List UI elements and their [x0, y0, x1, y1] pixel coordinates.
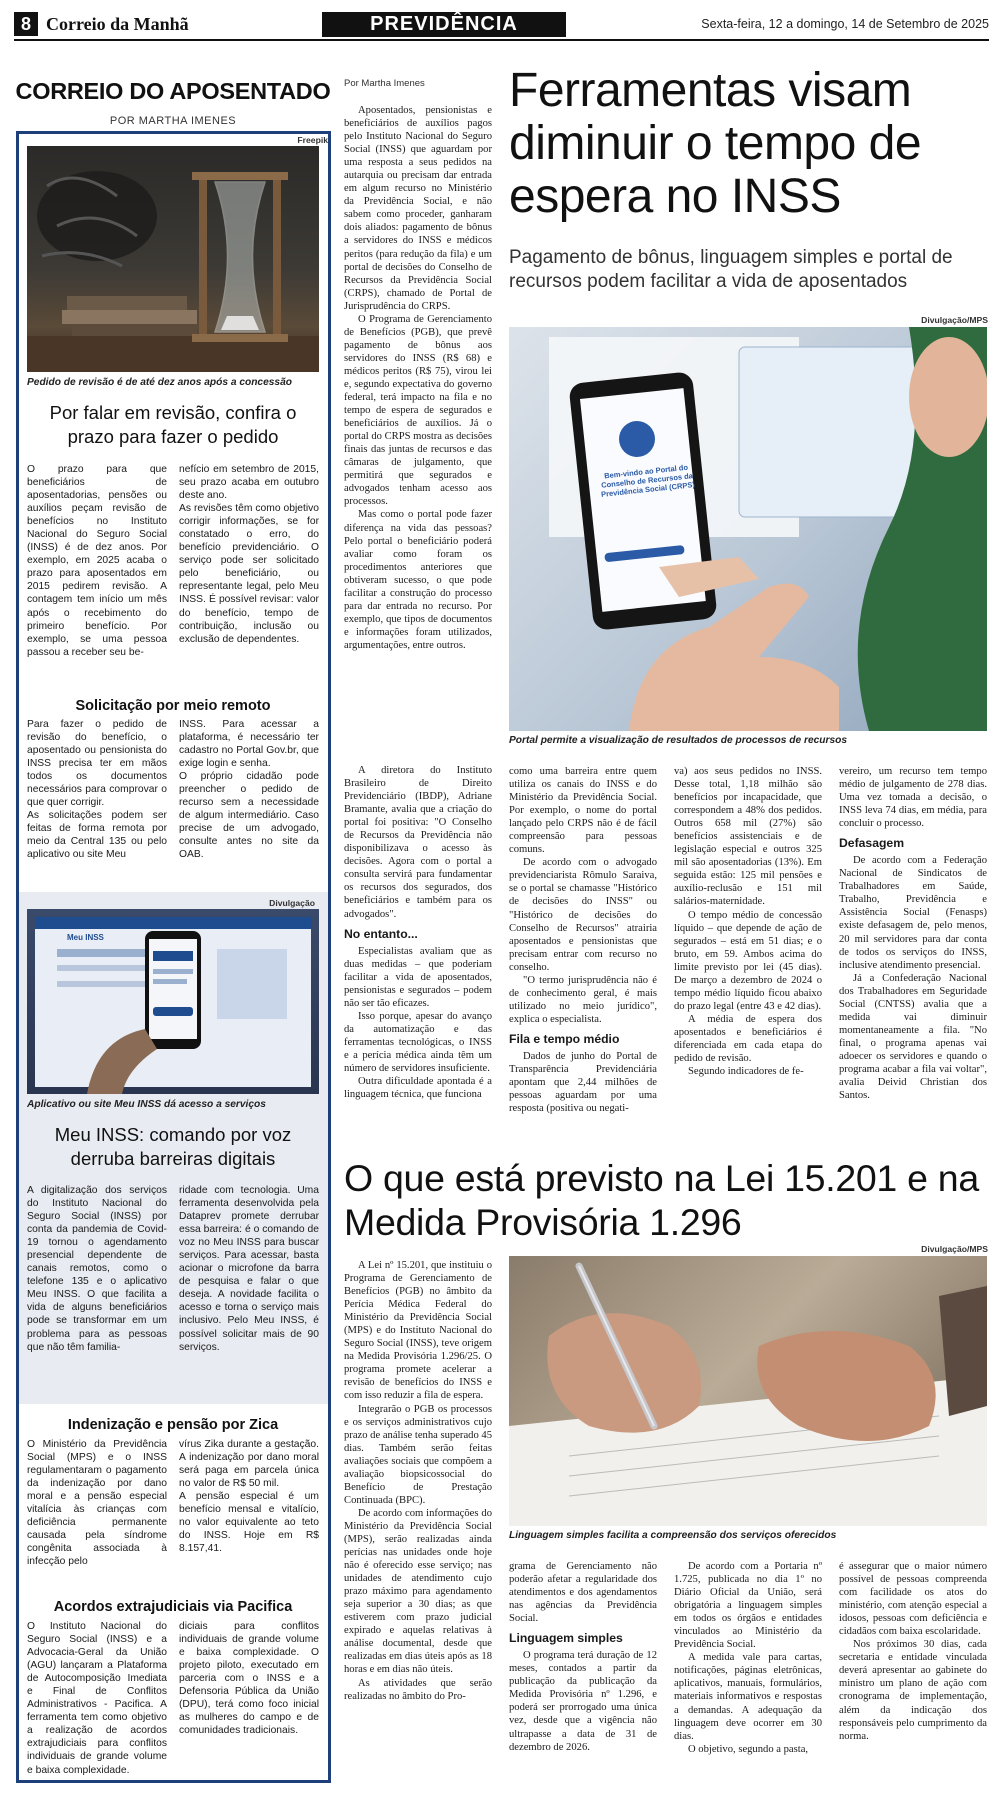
- second-headline: O que está previsto na Lei 15.201 e na Medida Provisória 1.296: [344, 1157, 979, 1243]
- main-photo-caption: Portal permite a visualização de resultados de processos de recursos: [509, 735, 848, 746]
- second-col3: De acordo com a Portaria nº 1.725, publicada no dia 1º no Diário Oficial da União, será obrigatória a linguagem simples em todos os órgãos e entidades vinculados ao Ministério da Previdência Social. A medida vale para cartas, notificações, páginas eletrônicas, aplicativos, manuais, formulários, materiais informativos e respostas a demandas. A adequação da linguagem deve ocorrer em 30 dias. O objetivo, segundo a pasta,: [674, 1561, 822, 1755]
- main-headline: Ferramentas visam diminuir o tempo de espera no INSS: [509, 64, 922, 223]
- meu-inss-photo: [27, 909, 319, 1094]
- main-col1-bottom: A diretora do Instituto Brasileiro de Direito Previdenciário (IBDP), Adriane Bramante, avalia que a criação do portal foi positiva: "O Conselho de Recursos da Previdência não disponibilizava o acesso às decisões. Agora com o portal a consulta servirá para fundamentar os recursos dos segurados, dos beneficiários e também para os advogados". No entanto... Especialistas avaliam que as duas medidas – que poderiam facilitar a vida de aposentados, pensionistas e segurados – podem não ser tão eficazes. Isso porque, apesar do avanço da automatização e das ferramentas tecnológicas, o INSS e a perícia médica ainda têm um número de servidores insuficiente. Outra dificuldade apontada é a linguagem técnica, que funciona: [344, 765, 492, 1101]
- second-col1: A Lei nº 15.201, que instituiu o Programa de Gerenciamento de Benefícios (PGB) no âmbito da Perícia Médica Federal do Ministério da Previdência Social (MPS) e do Instituto Nacional do Seguro Social (INSS), teve origem na Medida Provisória 1.296/25. O programa promete acelerar a revisão de benefícios do INSS e com isso reduzir a fila de espera. Integrarão o PGB os processos e os serviços administrativos cujo prazo de análise tenha superado 45 dias. Também serão feitas avaliações sociais que compõem a avaliação biopsicossocial do Benefício de Prestação Continuada (BPC). De acordo com informações do Ministério da Previdência Social (MPS), serão realizadas ainda perícias nas unidades onde hoje não é oferecido esse serviço; nas unidades de atendimento cujo prazo máximo para agendamento seja superior a 30 dias; as que estiverem com prazo judicial expirado e aquelas relativas à análise documental, desde que realizadas em dias úteis após as 18 horas e em dias não úteis. As atividades que serão realizadas no âmbito do Pro-: [344, 1260, 492, 1702]
- second-photo-credit: Divulgação/MPS: [921, 1244, 988, 1254]
- sidebar-photo1-credit: Freepik: [297, 135, 328, 145]
- header-rule: [14, 39, 989, 41]
- sidebar-story3-headline: Indenização e pensão por Zica: [67, 1417, 279, 1433]
- sidebar-sub1-col2: INSS. Para acessar a plataforma, é necessário ter cadastro no Portal Gov.br, que exige login e senha. O próprio cidadão pode preencher o pedido de recurso sem a necessidade de algum intermediário. Caso precise de um advogado, consulte antes no site da OAB.: [179, 719, 319, 861]
- sidebar-title: CORREIO DO APOSENTADO: [15, 78, 331, 104]
- main-photo-credit: Divulgação/MPS: [921, 315, 988, 325]
- second-sub-linguagem: Linguagem simples: [509, 1631, 623, 1646]
- main-sub-fila: Fila e tempo médio: [509, 1031, 620, 1046]
- sidebar-story2-headline: Meu INSS: comando por voz derruba barreiras digitais: [54, 1124, 292, 1169]
- main-sub-no-entanto: No entanto...: [344, 926, 418, 941]
- sidebar-photo1-caption: Pedido de revisão é de até dez anos após a concessão: [27, 377, 292, 388]
- main-col3: va) aos seus pedidos no INSS. Desse total, 1,18 milhão são benefícios por incapacidade, que correspondem a 48% dos pedidos. Outros 658 mil (27%) são benefícios assistenciais e de legislação especial e outros 325 mil são aposentadorias (13%). Em seguida estão: 125 mil pensões e auxílio-reclusão e 151 mil salários-maternidade. O tempo médio de concessão líquido – que depende de ação de segurados – está em 51 dias; e o bruto, em 59. Ambos acima do limite previsto por lei (45 dias). De março a dezembro de 2024 o tempo médio líquido ficou abaixo do prazo legal (entre 43 e 42 dias). A média de espera dos aposentados e beneficiários é diferenciada em cada etapa do pedido de revisão. Segundo indicadores de fe-: [674, 766, 822, 1078]
- main-subhead: Pagamento de bônus, linguagem simples e portal de recursos podem facilitar a vida de aposentados: [509, 247, 953, 292]
- sidebar-story2-col2: ridade com tecnologia. Uma ferramenta desenvolvida pela Dataprev promete derrubar essa barreira: é o comando de voz no Meu INSS para buscar serviços. Para acessar, basta acionar o microfone da barra de pesquisa e falar o que deseja. A novidade facilita o acesso e torna o serviço mais inclusivo. Pelo Meu INSS, é possível solicitar mais de 90 serviços.: [179, 1185, 319, 1353]
- sidebar-story4-col2: diciais para conflitos individuais de grande volume e baixa complexidade. O projeto piloto, executado em parceria com o INSS e a Defensoria Pública da União (DPU), terá como foco inicial as mulheres do campo e de comunidades tradicionais.: [179, 1621, 319, 1737]
- sidebar-story2-col1: A digitalização dos serviços do Instituto Nacional do Seguro Social (INSS) por conta da pandemia de Covid-19 tornou o agendamento presencial dependente de canais remotos, como o telefone 135 e o aplicativo Meu INSS. O que facilita a vida de alguns beneficiários pode se transformar em um problema para as pessoas que não têm familia-: [27, 1185, 167, 1353]
- sidebar-sub1: Solicitação por meio remoto: [75, 698, 271, 714]
- sidebar-sub1-col1: Para fazer o pedido de revisão do benefício, o aposentado ou pensionista do INSS precisa ter em mãos todos os documentos necessários para comprovar o que quer corrigir. As solicitações podem ser feitas de forma remota por meio da Central 135 ou pelo aplicativo ou site Meu: [27, 719, 167, 861]
- meu-inss-screen-title: Meu INSS: [67, 933, 104, 942]
- main-byline: Por Martha Imenes: [344, 78, 425, 89]
- main-col2: como uma barreira entre quem utiliza os canais do INSS e do Ministério da Previdência Social. Por exemplo, o nome do portal lançado pelo CRPS não é de fácil compreensão para pessoas comuns. De acordo com o advogado previdenciarista Rômulo Saraiva, se o portal se chamasse "Histórico de decisões do INSS" ou "Histórico de decisões do Conselho de Recursos" atrairia aposentados e pensionistas que precisam entrar com recurso no conselho. "O termo jurisprudência não é de conhecimento geral, é mais utilizado no meio jurídico", explica o especialista. Fila e tempo médio Dados de junho do Portal de Transparência Previdenciária apontam que 2,44 milhões de pessoas aguardam por uma resposta (positiva ou negati-: [509, 766, 657, 1115]
- sidebar-byline: POR MARTHA IMENES: [109, 115, 237, 127]
- sidebar-story4-col1: O Instituto Nacional do Seguro Social (INSS) e a Advocacia-Geral da União (AGU) lançaram a Plataforma de Autocomposição Imediata e Final de Conflitos Administrativos - Pacifica. A ferramenta tem como objetivo a realização de acordos extrajudiciais para conflitos individuais de grande volume e baixa complexidade.: [27, 1621, 167, 1776]
- phone-portal-photo: [509, 327, 987, 731]
- sidebar-story1-headline: Por falar em revisão, confira o prazo para fazer o pedido: [49, 402, 297, 447]
- page-header: [14, 12, 989, 38]
- sidebar-story3-col2: vírus Zika durante a gestação. A indenização por dano moral será paga em parcela única no valor de R$ 50 mil. A pensão especial é um benefício mensal e vitalício, no valor equivalente ao teto do INSS. Hoje em R$ 8.157,41.: [179, 1439, 319, 1555]
- sidebar-story3-col1: O Ministério da Previdência Social (MPS) e o INSS regulamentaram o pagamento da indenização por dano moral e a pensão especial vitalícia às crianças com deficiência permanente causada pela síndrome congênita associada à infecção pelo: [27, 1439, 167, 1568]
- main-col1-top: Aposentados, pensionistas e beneficiários de auxílios pagos pelo Instituto Nacional do Seguro Social (INSS) que aguardam por uma resposta a seus pedidos na autarquia ou precisam dar entrada em algum recurso no Ministério da Previdência Social, e não sabem como proceder, ganharam dois aliados: pagamento de bônus a servidores do INSS e médicos peritos (para redução da fila) e um portal de decisões do Conselho de Recursos da Previdência Social (CRPS), chamado de Portal de Jurisprudência do CRPS. O Programa de Gerenciamento de Benefícios (PGB), que prevê pagamento de bônus aos servidores do INSS (R$ 68) e médicos peritos (R$ 75), virou lei e, segundo expectativa do governo federal, terá impacto na fila e no tempo de espera de segurados e beneficiários de auxílios. Já o portal do CRPS mostra as decisões finais das juntas de recursos e das câmaras de julgamento, que permitirá que segurados e advogados tenham acesso aos processos. Mas como o portal pode fazer diferença na vida das pessoas? Pelo portal o beneficiário poderá avaliar como foram os procedimentos anteriores que obtiveram sucesso, o que pode facilitar a construção do processo para dar entrada no recurso. Por exemplo, que tipos de documentos e informações foram utilizados, argumentações, entre outros.: [344, 105, 492, 651]
- sidebar-photo2-caption: Aplicativo ou site Meu INSS dá acesso a serviços: [27, 1099, 266, 1110]
- paper-name: Correio da Manhã: [46, 14, 189, 34]
- sidebar-story1-col2: nefício em setembro de 2015, seu prazo acaba em outubro deste ano. As revisões têm como objetivo corrigir informações, se for constatado o erro, do benefício previdenciário. O serviço pode ser solicitado pelo beneficiário, ou representante legal, pelo Meu INSS. É possível revisar: valor do benefício, tempo de contribuição, inclusão ou exclusão de dependentes.: [179, 464, 319, 645]
- page-number: 8: [14, 12, 38, 36]
- second-col4: é assegurar que o maior número possível de pessoas compreenda com facilidade os atos do ministério, com atenção especial a idosos, pessoas com deficiência e cidadãos com baixa escolaridade. Nos próximos 30 dias, cada secretaria e entidade vinculada deverá apresentar ao gabinete do ministro um plano de ação com cronograma de implementação, além da indicação dos responsáveis pelo cumprimento da norma.: [839, 1561, 987, 1742]
- main-col4: vereiro, um recurso tem tempo médio de julgamento de 278 dias. Uma vez tomada a decisão, o INSS leva 74 dias, em média, para concluir o processo. Defasagem De acordo com a Federação Nacional de Sindicatos de Trabalhadores em Saúde, Trabalho, Previdência e Assistência Social (Fenasps) existe defasagem de, pelo menos, 20 mil servidores para dar conta de todos os serviços do INSS, inclusive atendimento presencial. Já a Confederação Nacional dos Trabalhadores em Seguridade Social (CNTSS) avalia que a medida vai diminuir momentaneamente a fila. "No final, o programa apenas vai adoecer os servidores e quando o programa acabar a fila vai voltar", avalia Deivid Christian dos Santos.: [839, 766, 987, 1102]
- sidebar-story1-col1: O prazo para que beneficiários de aposentadorias, pensões ou auxílios peçam revisão de benefícios no Instituto Nacional do Seguro Social (INSS) é de dez anos. Por exemplo, em 2025 acaba o prazo para aposentados em 2015 pedirem revisão. A contagem tem início um mês após o recebimento do primeiro benefício. Por exemplo, se uma pessoa passou a receber seu be-: [27, 464, 167, 658]
- phone-screen-text: Bem-vindo ao Portal do Conselho de Recursos da Previdência Social (CRPS): [600, 462, 696, 499]
- signing-document-photo: [509, 1256, 987, 1526]
- hourglass-photo: [27, 146, 319, 372]
- section-label: PREVIDÊNCIA: [322, 12, 566, 37]
- main-sub-defasagem: Defasagem: [839, 836, 905, 851]
- second-col2: grama de Gerenciamento não poderão afetar a regularidade dos atendimentos e dos agendamentos nas agências da Previdência Social. Linguagem simples O programa terá duração de 12 meses, contados a partir da publicação da publicação da Medida Provisória nº 1.296, e poderá ser prorrogado uma única vez, desde que a vigência não ultrapasse a data de 31 de dezembro de 2026.: [509, 1561, 657, 1753]
- sidebar-story4-headline: Acordos extrajudiciais via Pacifica: [53, 1599, 293, 1615]
- second-photo-caption: Linguagem simples facilita a compreensão dos serviços oferecidos: [509, 1530, 837, 1541]
- header-date: Sexta-feira, 12 a domingo, 14 de Setembro de 2025: [701, 17, 989, 31]
- sidebar-photo2-credit: Divulgação: [269, 898, 315, 908]
